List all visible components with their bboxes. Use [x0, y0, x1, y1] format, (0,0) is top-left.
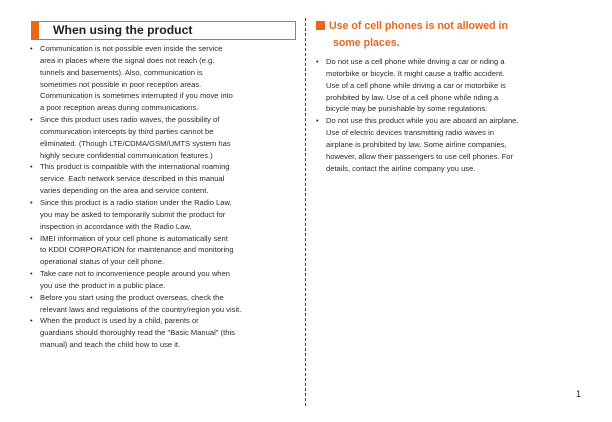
list-item: [30, 114, 292, 161]
list-item-line: IMEI information of your cell phone is automatically sent: [40, 233, 228, 243]
list-item-line: you use the product in a public place.: [40, 280, 166, 290]
list-item-line: Before you start using the product overseas, check the: [40, 292, 224, 302]
bullet-dot-icon: •: [30, 115, 33, 125]
list-item: [30, 43, 292, 114]
list-item-line: a poor reception areas during communications.: [40, 103, 199, 113]
list-item-line: you may be asked to temporarily submit the product for: [40, 209, 226, 219]
bullet-dot-icon: •: [30, 44, 33, 53]
heading-accent-bar: [31, 21, 39, 40]
bullet-dot-icon: •: [30, 197, 33, 207]
list-item: [30, 292, 292, 316]
list-item: [30, 315, 292, 351]
list-item-line: however, allow their passengers to use cell phones. For: [326, 151, 513, 161]
list-item-line: manual) and teach the child how to use it.: [40, 340, 181, 350]
list-item-line: Since this product is a radio station under the Radio Law,: [40, 197, 232, 207]
bullet-dot-icon: •: [316, 57, 319, 66]
list-item-line: highly secure confidential communication features.): [40, 150, 213, 160]
list-item-line: Use of electric devices transmitting radio waves in: [326, 128, 494, 138]
list-item-line: communication intercepts by third parties cannot be: [40, 126, 214, 136]
list-item-line: inspection in accordance with the Radio Law.: [40, 221, 192, 231]
left-column: [30, 21, 296, 351]
column-divider: [305, 18, 306, 406]
list-item-line: Do not use this product while you are aboard an airplane.: [326, 116, 519, 126]
list-item-line: bicycle may be punishable by some regulations.: [326, 104, 488, 114]
bullet-dot-icon: •: [30, 269, 33, 279]
subsection-heading-line1: Use of cell phones is not allowed in: [329, 20, 508, 32]
list-item-line: tunnels and basements). Also, communication is: [40, 67, 203, 77]
list-item-line: Use of a cell phone while driving a car or motorbike is: [326, 80, 506, 90]
section-heading: [38, 21, 296, 40]
list-item-line: Take care not to inconvenience people around you when: [40, 269, 230, 279]
list-item-line: sometimes not possible in poor reception areas.: [40, 79, 202, 89]
list-item-line: prohibited by law. Use of a cell phone while riding a: [326, 92, 499, 102]
list-item: [30, 268, 292, 292]
list-item-line: airplane is prohibited by law. Some airline companies,: [326, 139, 507, 149]
bullet-dot-icon: •: [30, 233, 33, 243]
section-heading-title: When using the product: [53, 23, 193, 37]
list-item-line: service. Each network service described in this manual: [40, 174, 225, 184]
bullet-dot-icon: •: [316, 116, 319, 126]
list-item-line: motorbike or bicycle. It might cause a traffic accident.: [326, 68, 505, 78]
list-item-line: guardians should thoroughly read the "Basic Manual" (this: [40, 328, 235, 338]
list-item-line: operational status of your cell phone.: [40, 257, 165, 267]
list-item-line: details, contact the airline company you use.: [326, 163, 476, 173]
subsection-heading: [316, 18, 586, 52]
bullet-dot-icon: •: [30, 292, 33, 302]
list-item-line: Communication is sometimes interrupted if you move into: [40, 91, 233, 101]
list-item: [30, 197, 292, 233]
list-item-line: to KDDI CORPORATION for maintenance and monitoring: [40, 245, 234, 255]
list-item-line: Do not use a cell phone while driving a car or riding a: [326, 57, 505, 66]
left-bullet-list: [30, 43, 292, 351]
list-item: [30, 233, 292, 269]
bullet-dot-icon: •: [30, 162, 33, 172]
bullet-dot-icon: •: [30, 316, 33, 326]
list-item: [316, 56, 586, 115]
list-item-line: varies depending on the area and service content.: [40, 186, 209, 196]
list-item: [316, 115, 586, 174]
page-number: 1: [576, 389, 582, 399]
list-item: [30, 161, 292, 197]
list-item-line: relevant laws and regulations of the country/region you visit.: [40, 304, 242, 314]
right-bullet-list: [316, 56, 586, 174]
list-item-line: Since this product uses radio waves, the possibility of: [40, 115, 220, 125]
list-item-line: When the product is used by a child, parents or: [40, 316, 199, 326]
list-item-line: This product is compatible with the international roaming: [40, 162, 230, 172]
list-item-line: Communication is not possible even inside the service: [40, 44, 223, 53]
right-column: [316, 18, 586, 174]
square-bullet-icon: [316, 21, 325, 30]
list-item-line: area in places where the signal does not reach (e.g.: [40, 55, 215, 65]
list-item-line: eliminated. (Though LTE/CDMA/GSM/UMTS system has: [40, 138, 231, 148]
subsection-heading-line2: some places.: [333, 37, 400, 49]
